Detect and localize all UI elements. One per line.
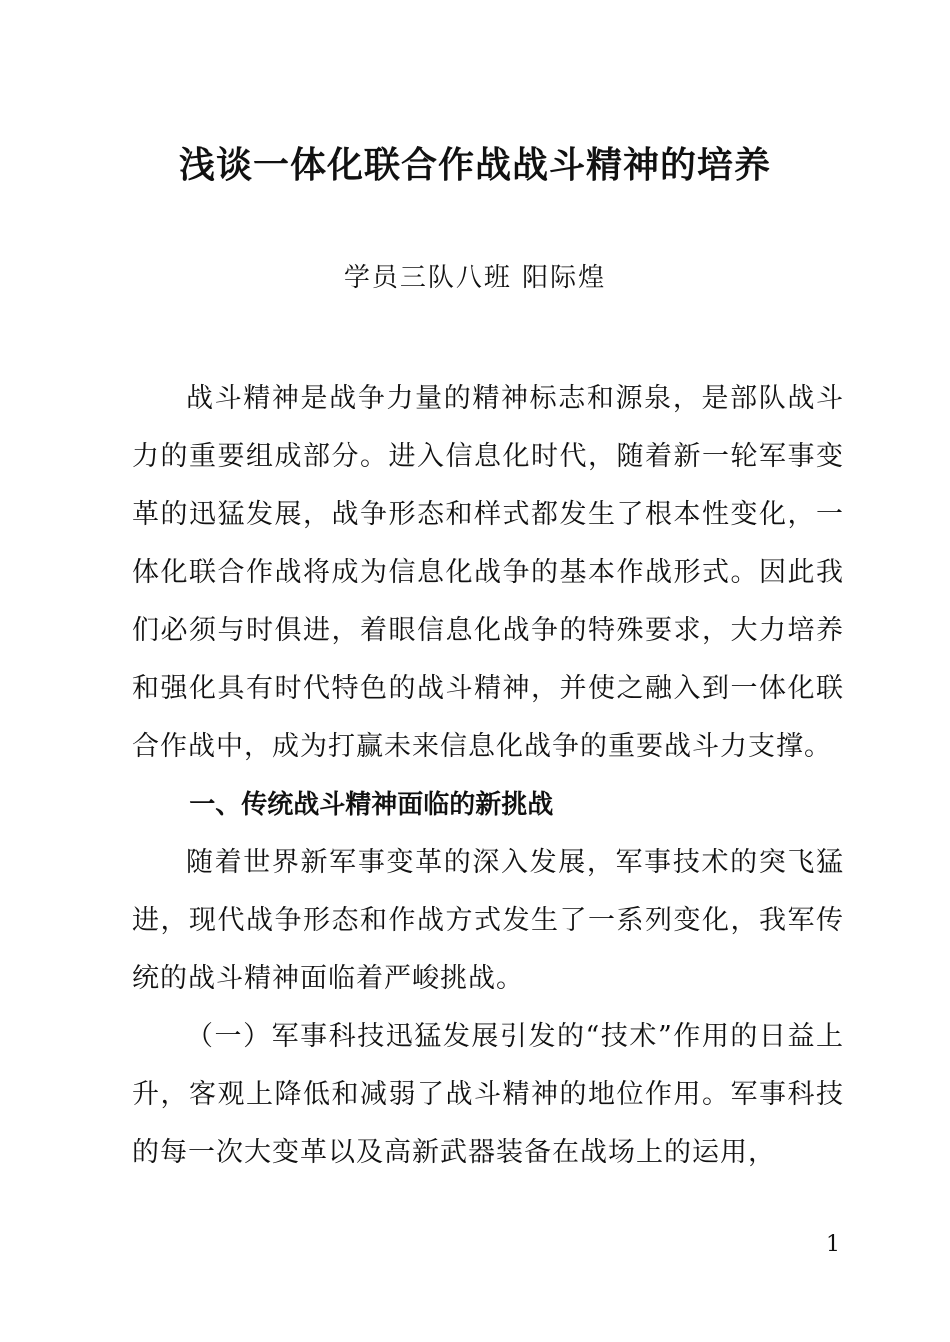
section-1-paragraph: 随着世界新军事变革的深入发展，军事技术的突飞猛进，现代战争形态和作战方式发生了一系列变化，我军传统的战斗精神面临着严峻挑战。 bbox=[132, 847, 844, 994]
document-title: 浅谈一体化联合作战战斗精神的培养 bbox=[178, 145, 771, 186]
subsection-1-paragraph: （一）军事科技迅猛发展引发的“技术”作用的日益上升，客观上降低和减弱了战斗精神的地位作用。军事科技的每一次大变革以及高新武器装备在战场上的运用， bbox=[132, 1021, 844, 1168]
intro-paragraph: 战斗精神是战争力量的精神标志和源泉，是部队战斗力的重要组成部分。进入信息化时代，随着新一轮军事变革的迅猛发展，战争形态和样式都发生了根本性变化，一体化联合作战将成为信息化战争的基本作战形式。因此我们必须与时俱进，着眼信息化战争的特殊要求，大力培养和强化具有时代特色的战斗精神，并使之融入到一体化联合作战中，成为打赢未来信息化战争的重要战斗力支撑。 bbox=[132, 383, 844, 762]
document-body bbox=[132, 370, 844, 1182]
page-number: 1 bbox=[826, 1232, 840, 1257]
author-line: 学员三队八班 阳际煌 bbox=[343, 263, 607, 293]
section-heading-1: 一、传统战斗精神面临的新挑战 bbox=[189, 790, 554, 820]
